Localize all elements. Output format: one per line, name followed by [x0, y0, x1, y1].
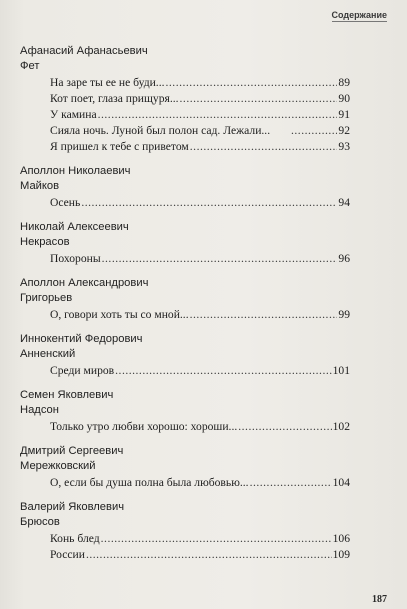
poem-title: Сияла ночь. Луной был полон сад. Лежали...: [50, 124, 271, 137]
page-number: 91: [338, 108, 350, 121]
poem-line: [50, 420, 350, 434]
poem-title: У камина: [50, 108, 97, 121]
poem-line: [50, 476, 350, 490]
author-last-name: Мережковский: [20, 460, 96, 472]
poem-line: [50, 92, 350, 106]
author-last-name: Некрасов: [20, 236, 70, 248]
poem-title: Только утро любви хорошо: хороши...: [50, 420, 238, 433]
author-last-name: Григорьев: [20, 292, 73, 304]
author-last-name: Анненский: [20, 348, 76, 360]
poem-title: Я пришел к тебе с приветом: [50, 140, 189, 153]
dot-leader: [86, 548, 332, 562]
toc-entry: [20, 444, 350, 490]
author-first-name: Афанасий Афанасьевич: [20, 45, 148, 57]
page-number: 104: [332, 476, 350, 489]
poem-title: На заре ты ее не буди...: [50, 76, 165, 89]
dot-leader: [101, 532, 332, 546]
poem-title: Осень: [50, 196, 81, 209]
page-folio: 187: [372, 594, 387, 605]
poem-title: О, говори хоть ты со мной...: [50, 308, 189, 321]
poem-line: [50, 124, 350, 138]
toc-entry: [20, 220, 350, 266]
author-name: [20, 444, 350, 474]
page-number: 93: [338, 140, 350, 153]
dot-leader: [115, 364, 331, 378]
author-name: [20, 388, 350, 418]
toc-entry: [20, 388, 350, 434]
toc-entry: [20, 44, 350, 154]
author-name: [20, 500, 350, 530]
page-number: 94: [338, 196, 350, 209]
poem-title: Среди миров: [50, 364, 115, 377]
running-header: Содержание: [331, 10, 387, 20]
poem-line: [50, 548, 350, 562]
author-first-name: Аполлон Александрович: [20, 277, 149, 289]
dot-leader: [166, 76, 338, 90]
author-name: [20, 332, 350, 362]
toc-entry: [20, 332, 350, 378]
poem-line: [50, 108, 350, 122]
dot-leader: [98, 108, 338, 122]
author-name: [20, 164, 350, 194]
page-number: 102: [332, 420, 350, 433]
page-number: 109: [332, 548, 350, 561]
toc-entry: [20, 276, 350, 322]
page-number: 89: [338, 76, 350, 89]
poem-title: Похороны: [50, 252, 101, 265]
author-name: [20, 276, 350, 306]
page-number: 99: [338, 308, 350, 321]
poem-line: [50, 308, 350, 322]
author-first-name: Семен Яковлевич: [20, 389, 114, 401]
poem-line: [50, 196, 350, 210]
dot-leader: [291, 124, 337, 138]
author-first-name: Николай Алексеевич: [20, 221, 129, 233]
dot-leader: [250, 476, 332, 490]
author-last-name: Надсон: [20, 404, 59, 416]
author-last-name: Фет: [20, 60, 40, 72]
poem-line: [50, 140, 350, 154]
poem-title: России: [50, 548, 85, 561]
author-name: [20, 220, 350, 250]
page-number: 106: [332, 532, 350, 545]
author-last-name: Брюсов: [20, 516, 60, 528]
page-number: 101: [332, 364, 350, 377]
author-first-name: Дмитрий Сергеевич: [20, 445, 124, 457]
toc-entry: [20, 164, 350, 210]
page-number: 90: [338, 92, 350, 105]
dot-leader: [190, 140, 338, 154]
poem-line: [50, 364, 350, 378]
author-name: [20, 44, 350, 74]
page-number: 96: [338, 252, 350, 265]
dot-leader: [190, 308, 338, 322]
dot-leader: [81, 196, 337, 210]
poem-title: Конь блед: [50, 532, 100, 545]
author-last-name: Майков: [20, 180, 60, 192]
poem-title: О, если бы душа полна была любовью...: [50, 476, 249, 489]
table-of-contents: [20, 44, 350, 572]
dot-leader: [238, 420, 331, 434]
dot-leader: [102, 252, 338, 266]
dot-leader: [180, 92, 338, 106]
toc-entry: [20, 500, 350, 562]
author-first-name: Валерий Яковлевич: [20, 501, 125, 513]
page-number: 92: [338, 124, 350, 137]
poem-title: Кот поет, глаза прищуря...: [50, 92, 179, 105]
poem-line: [50, 76, 350, 90]
author-first-name: Иннокентий Федорович: [20, 333, 143, 345]
poem-line: [50, 532, 350, 546]
author-first-name: Аполлон Николаевич: [20, 165, 131, 177]
poem-line: [50, 252, 350, 266]
